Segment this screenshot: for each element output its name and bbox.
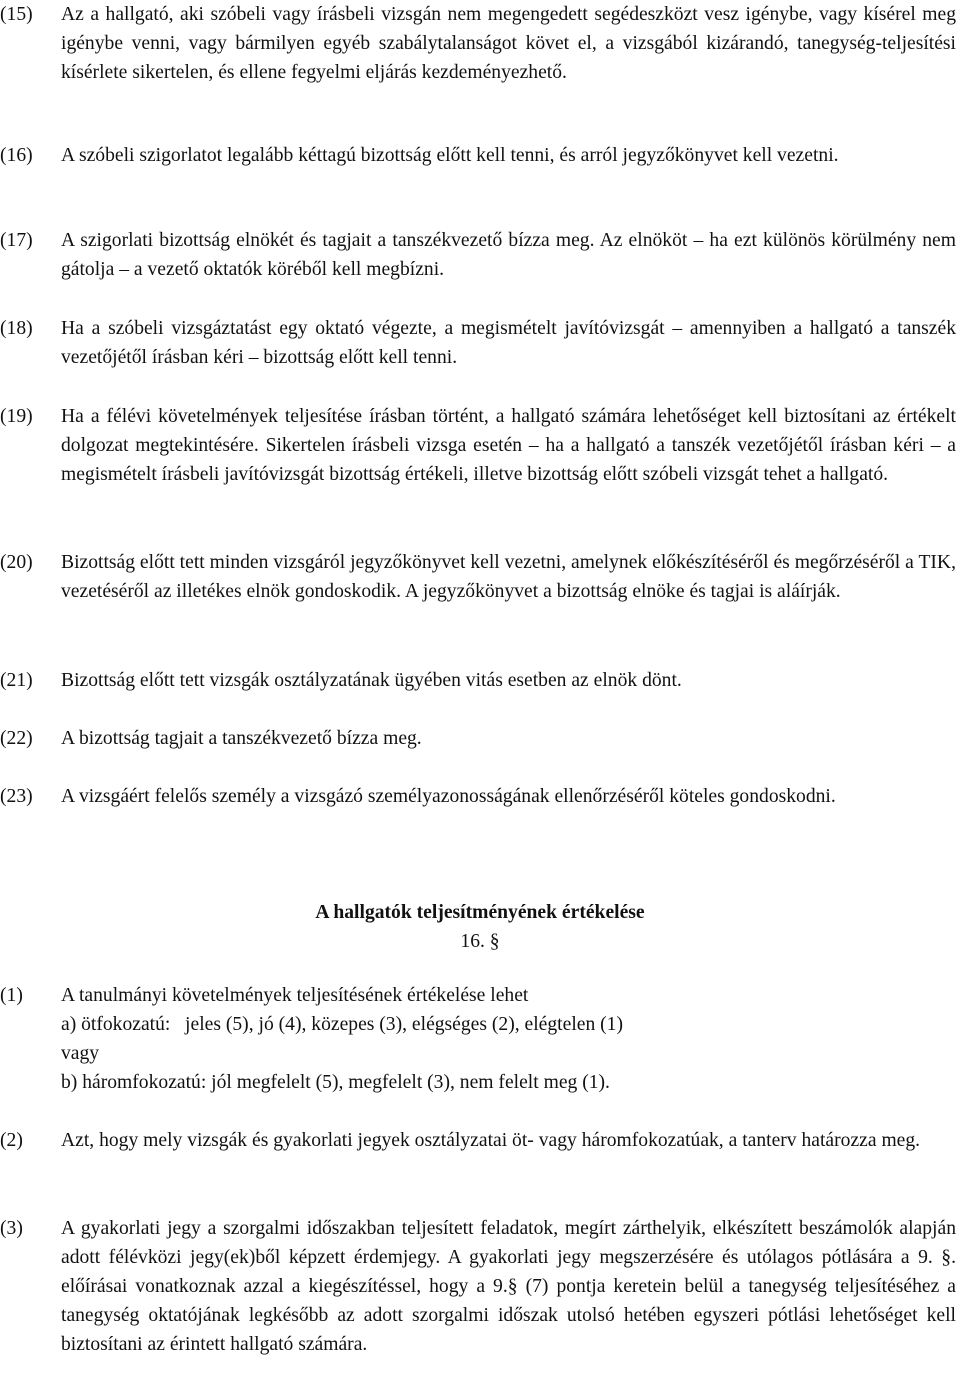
item-line: b) háromfokozatú: jól megfelelt (5), megfelelt (3), nem felelt meg (1). [61, 1072, 610, 1093]
paragraph-number: (20) [0, 552, 33, 573]
paragraph-text: A szigorlati bizottság elnökét és tagjait a tanszékvezető bízza meg. Az elnököt – ha ezt különös körülmény nem gátolja – a vezető oktatók köréből kell megbízni. [61, 230, 956, 280]
item-text: Azt, hogy mely vizsgák és gyakorlati jegyek osztályzatai öt- vagy háromfokozatúak, a tanterv határozza meg. [61, 1130, 921, 1151]
paragraph-text: Ha a szóbeli vizsgáztatást egy oktató végezte, a megismételt javítóvizsgát – amennyiben a hallgató a tanszék vezetőjétől írásban kéri – bizottság előtt kell tenni. [61, 318, 956, 368]
paragraph-number: (15) [0, 4, 33, 25]
paragraph-23 [0, 782, 956, 811]
item-number: (1) [0, 985, 23, 1006]
paragraph-22 [0, 724, 956, 753]
paragraph-number: (17) [0, 230, 33, 251]
item-2 [0, 1126, 956, 1155]
paragraph-number: (23) [0, 786, 33, 807]
paragraph-16 [0, 141, 956, 170]
paragraph-15 [0, 0, 956, 87]
item-line: A tanulmányi követelmények teljesítésének értékelése lehet [61, 985, 529, 1006]
paragraph-number: (21) [0, 670, 33, 691]
paragraph-number: (19) [0, 406, 33, 427]
paragraph-number: (16) [0, 145, 33, 166]
paragraph-19 [0, 402, 956, 489]
paragraph-text: A vizsgáért felelős személy a vizsgázó személyazonosságának ellenőrzéséről köteles gondoskodni. [61, 786, 836, 807]
item-text [61, 981, 956, 1097]
paragraph-17 [0, 226, 956, 284]
paragraph-21 [0, 666, 956, 695]
paragraph-20 [0, 548, 956, 606]
section-title: A hallgatók teljesítményének értékelése [315, 902, 645, 923]
item-1 [0, 981, 956, 1097]
item-line: vagy [61, 1043, 100, 1064]
paragraph-18 [0, 314, 956, 372]
paragraph-text: A bizottság tagjait a tanszékvezető bízza meg. [61, 728, 422, 749]
paragraph-number: (18) [0, 318, 33, 339]
item-text: A gyakorlati jegy a szorgalmi időszakban teljesített feladatok, megírt zárthelyik, elkészített beszámolók alapján adott félévközi jegy(ek)ből képzett érdemjegy. A gyakorlati jegy megszerzésére és utólagos pótlására a 9. §. előírásai vonatkoznak azzal a kiegészítéssel, hogy a 9.§ (7) pontja keretein belül a tanegység teljesítéséhez a tanegység oktatójának legkésőbb az adott szorgalmi időszak utolsó hetében egyszeri pótlási lehetőséget kell biztosítani az érintett hallgató számára. [61, 1218, 956, 1355]
item-3 [0, 1214, 956, 1359]
item-number: (3) [0, 1218, 23, 1239]
item-number: (2) [0, 1130, 23, 1151]
section-heading [0, 898, 960, 956]
section-number: 16. § [460, 931, 500, 952]
item-line: a) ötfokozatú: jeles (5), jó (4), közepes (3), elégséges (2), elégtelen (1) [61, 1014, 623, 1035]
paragraph-number: (22) [0, 728, 33, 749]
paragraph-text: Ha a félévi követelmények teljesítése írásban történt, a hallgató számára lehetőséget kell biztosítani az értékelt dolgozat megtekintésére. Sikertelen írásbeli vizsga esetén – ha a hallgató a tanszék vezetőjétől írásban kéri – a megismételt írásbeli javítóvizsgát bizottság értékeli, illetve bizottság előtt szóbeli vizsgát tehet a hallgató. [61, 406, 956, 485]
paragraph-text: Az a hallgató, aki szóbeli vagy írásbeli vizsgán nem megengedett segédeszközt vesz igénybe, vagy kísérel meg igénybe venni, vagy bármilyen egyéb szabálytalanságot követ el, a vizsgából kizárandó, tanegység-teljesítési kísérlete sikertelen, és ellene fegyelmi eljárás kezdeményezhető. [61, 4, 956, 83]
paragraph-text: A szóbeli szigorlatot legalább kéttagú bizottság előtt kell tenni, és arról jegyzőkönyvet kell vezetni. [61, 145, 839, 166]
paragraph-text: Bizottság előtt tett minden vizsgáról jegyzőkönyvet kell vezetni, amelynek előkészítéséről és megőrzéséről a TIK, vezetéséről az illetékes elnök gondoskodik. A jegyzőkönyvet a bizottság elnöke és tagjai is aláírják. [61, 552, 956, 602]
paragraph-text: Bizottság előtt tett vizsgák osztályzatának ügyében vitás esetben az elnök dönt. [61, 670, 682, 691]
